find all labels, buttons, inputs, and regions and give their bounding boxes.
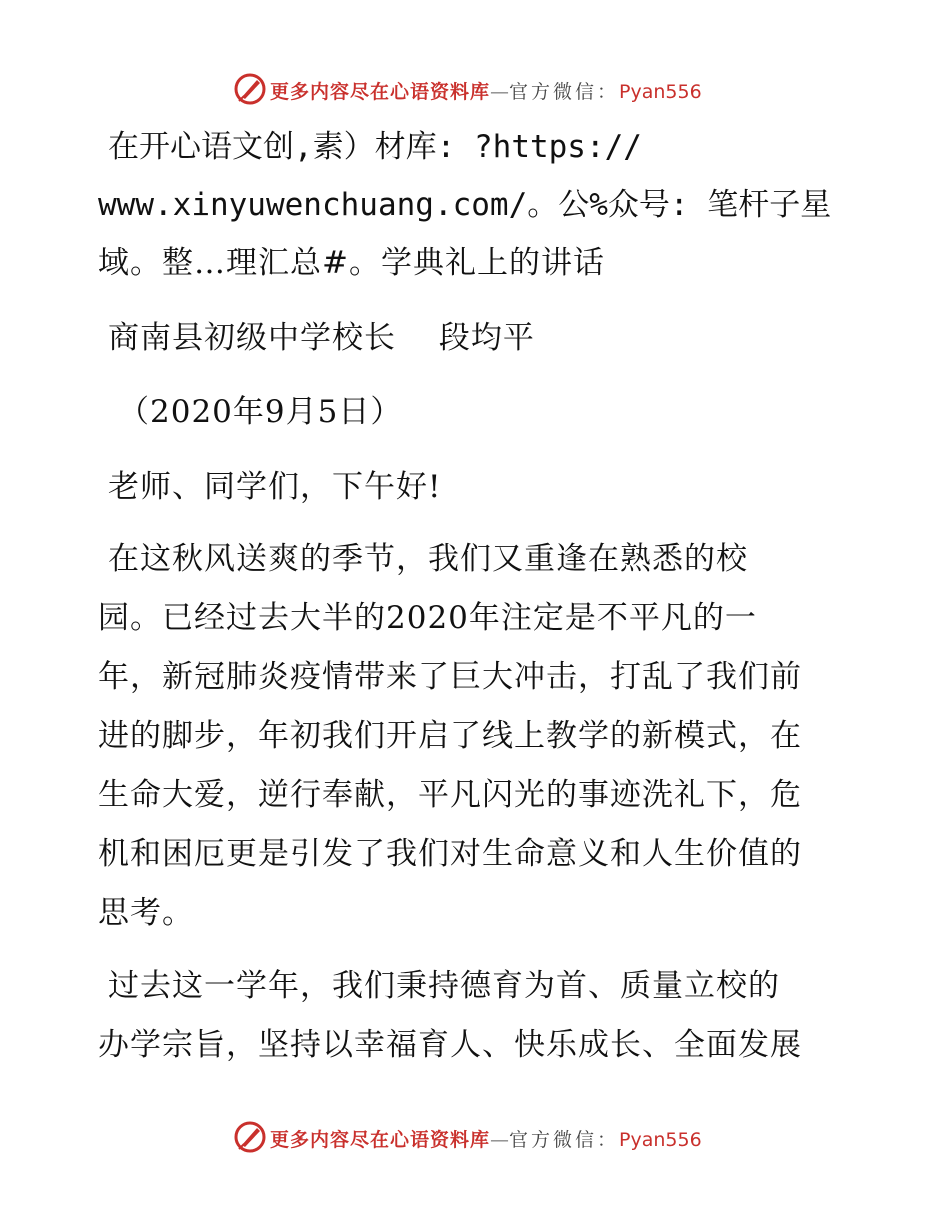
para1-line: 机和困厄更是引发了我们对生命意义和人生价值的 (98, 836, 802, 872)
footer-banner (0, 1118, 950, 1158)
banner-separator: — (490, 1129, 510, 1151)
author-line: 商南县初级中学校长 段均平 (108, 320, 535, 356)
para2-line: 过去这一学年，我们秉持德育为首、质量立校的 (108, 968, 780, 1004)
para1-line: 生命大爱，逆行奉献，平凡闪光的事迹洗礼下，危 (98, 777, 802, 813)
banner-wechat-id: Pyan556 (619, 81, 702, 103)
banner-separator: — (490, 81, 510, 103)
greeting-line: 老师、同学们，下午好! (108, 469, 442, 505)
banner-text (270, 77, 702, 104)
banner-label: 官方微信： (509, 81, 620, 103)
intro-line-2: www.xinyuwenchuang.com/。公%众号: 笔杆子星 (98, 187, 832, 223)
quill-logo-icon (233, 72, 267, 106)
banner-label: 官方微信： (509, 1129, 620, 1151)
banner-text (270, 1125, 702, 1152)
banner-main-text: 更多内容尽在心语资料库 (270, 1129, 491, 1151)
date-line: （2020年9月5日） (118, 394, 403, 430)
intro-line-1: 在开心语文创,素）材库: ?https:// (108, 129, 642, 165)
para1-line: 园。已经过去大半的2020年注定是不平凡的一 (98, 600, 757, 636)
banner-main-text: 更多内容尽在心语资料库 (270, 81, 491, 103)
quill-logo-icon (233, 1120, 267, 1154)
para2-line: 办学宗旨，坚持以幸福育人、快乐成长、全面发展 (98, 1027, 802, 1063)
para1-line: 思考。 (98, 895, 194, 931)
para1-line: 在这秋风送爽的季节，我们又重逢在熟悉的校 (108, 541, 748, 577)
intro-line-3: 域。整…理汇总#。学典礼上的讲话 (98, 245, 605, 281)
header-banner (0, 70, 950, 110)
para1-line: 年，新冠肺炎疫情带来了巨大冲击，打乱了我们前 (98, 659, 802, 695)
banner-wechat-id: Pyan556 (619, 1129, 702, 1151)
para1-line: 进的脚步，年初我们开启了线上教学的新模式，在 (98, 718, 802, 754)
